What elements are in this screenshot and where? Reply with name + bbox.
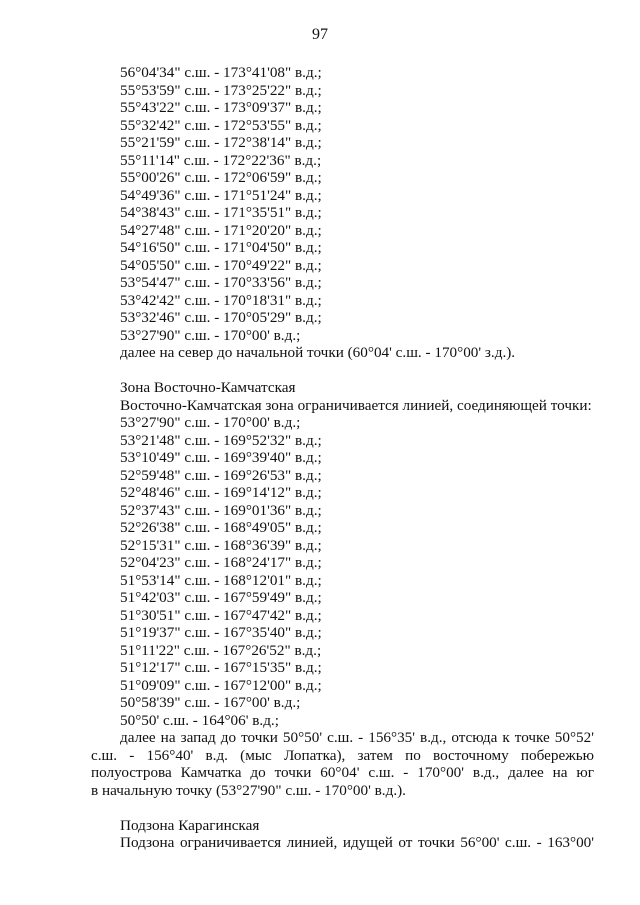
coordinate-line: 54°05'50" с.ш. - 170°49'22" в.д.;: [120, 256, 322, 274]
coordinate-line: 56°04'34" с.ш. - 173°41'08" в.д.;: [120, 64, 322, 81]
coordinate-line: 54°16'50" с.ш. - 171°04'50" в.д.;: [120, 239, 322, 256]
coordinate-line: 54°49'36" с.ш. - 171°51'24" в.д.;: [120, 186, 322, 204]
paragraph-line: в начальную точку (53°27'90" с.ш. - 170°00' в.д.).: [91, 781, 406, 799]
coordinates-list-2: [91, 414, 594, 729]
page-number: 97: [312, 26, 328, 43]
spacer: [91, 799, 594, 817]
coordinate-line: 54°38'43" с.ш. - 171°35'51" в.д.;: [120, 204, 322, 221]
subzone-title: Подзона Карагинская: [120, 816, 260, 834]
coordinate-line: 53°21'48" с.ш. - 169°52'32" в.д.;: [120, 431, 322, 449]
coordinate-line: 50°58'39" с.ш. - 167°00' в.д.;: [120, 694, 301, 711]
coordinate-line: 55°43'22" с.ш. - 173°09'37" в.д.;: [120, 99, 322, 116]
coordinate-line: 55°53'59" с.ш. - 173°25'22" в.д.;: [120, 81, 322, 99]
coordinate-line: 55°21'59" с.ш. - 172°38'14" в.д.;: [120, 134, 322, 151]
paragraph-line: полуострова Камчатка до точки 60°04' с.ш. - 170°00' в.д., далее на юг: [91, 764, 594, 781]
coordinate-line: 51°30'51" с.ш. - 167°47'42" в.д.;: [120, 606, 322, 624]
paragraph-line: с.ш. - 156°40' в.д. (мыс Лопатка), затем по восточному побережью: [91, 746, 594, 764]
coordinate-line: 51°42'03" с.ш. - 167°59'49" в.д.;: [120, 589, 322, 606]
coordinate-line: 51°09'09" с.ш. - 167°12'00" в.д.;: [120, 676, 322, 694]
coordinate-line: 52°59'48" с.ш. - 169°26'53" в.д.;: [120, 466, 322, 484]
coordinate-line: 52°48'46" с.ш. - 169°14'12" в.д.;: [120, 484, 322, 501]
coordinate-line: 53°54'47" с.ш. - 170°33'56" в.д.;: [120, 274, 322, 291]
coordinate-line: 52°04'23" с.ш. - 168°24'17" в.д.;: [120, 554, 322, 571]
coordinate-line: 53°10'49" с.ш. - 169°39'40" в.д.;: [120, 449, 322, 466]
coordinate-line: 51°12'17" с.ш. - 167°15'35" в.д.;: [120, 659, 322, 676]
subzone-intro: Подзона ограничивается линией, идущей от точки 56°00' с.ш. - 163°00': [120, 834, 594, 851]
paragraph-line: далее на запад до точки 50°50' с.ш. - 156°35' в.д., отсюда к точке 50°52': [120, 729, 594, 746]
coordinate-line: 53°42'42" с.ш. - 170°18'31" в.д.;: [120, 291, 322, 309]
coordinate-line: 52°15'31" с.ш. - 168°36'39" в.д.;: [120, 536, 322, 554]
coordinate-line: 52°37'43" с.ш. - 169°01'36" в.д.;: [120, 501, 322, 519]
coordinate-line: 53°27'90" с.ш. - 170°00' в.д.;: [120, 414, 301, 431]
coordinate-line: 53°27'90" с.ш. - 170°00' в.д.;: [120, 326, 301, 344]
coordinate-line: 55°32'42" с.ш. - 172°53'55" в.д.;: [120, 116, 322, 134]
coordinate-line: 50°50' с.ш. - 164°06' в.д.;: [120, 711, 279, 729]
spacer: [91, 362, 594, 380]
boundary-description-paragraph: [91, 729, 594, 799]
coordinate-line: 52°26'38" с.ш. - 168°49'05" в.д.;: [120, 519, 322, 536]
boundary-closing-line: далее на север до начальной точки (60°04' с.ш. - 170°00' з.д.).: [120, 344, 516, 361]
coordinate-line: 51°11'22" с.ш. - 167°26'52" в.д.;: [120, 641, 322, 659]
coordinate-line: 55°00'26" с.ш. - 172°06'59" в.д.;: [120, 169, 322, 186]
coordinate-line: 55°11'14" с.ш. - 172°22'36" в.д.;: [120, 151, 322, 169]
coordinates-list-1: [91, 64, 594, 344]
zone-intro: Восточно-Камчатская зона ограничивается линией, соединяющей точки:: [120, 396, 592, 414]
coordinate-line: 54°27'48" с.ш. - 171°20'20" в.д.;: [120, 221, 322, 239]
coordinate-line: 51°19'37" с.ш. - 167°35'40" в.д.;: [120, 624, 322, 641]
coordinate-line: 53°32'46" с.ш. - 170°05'29" в.д.;: [120, 309, 322, 326]
zone-title: Зона Восточно-Камчатская: [120, 379, 296, 396]
coordinate-line: 51°53'14" с.ш. - 168°12'01" в.д.;: [120, 571, 322, 589]
document-body: [91, 64, 594, 852]
